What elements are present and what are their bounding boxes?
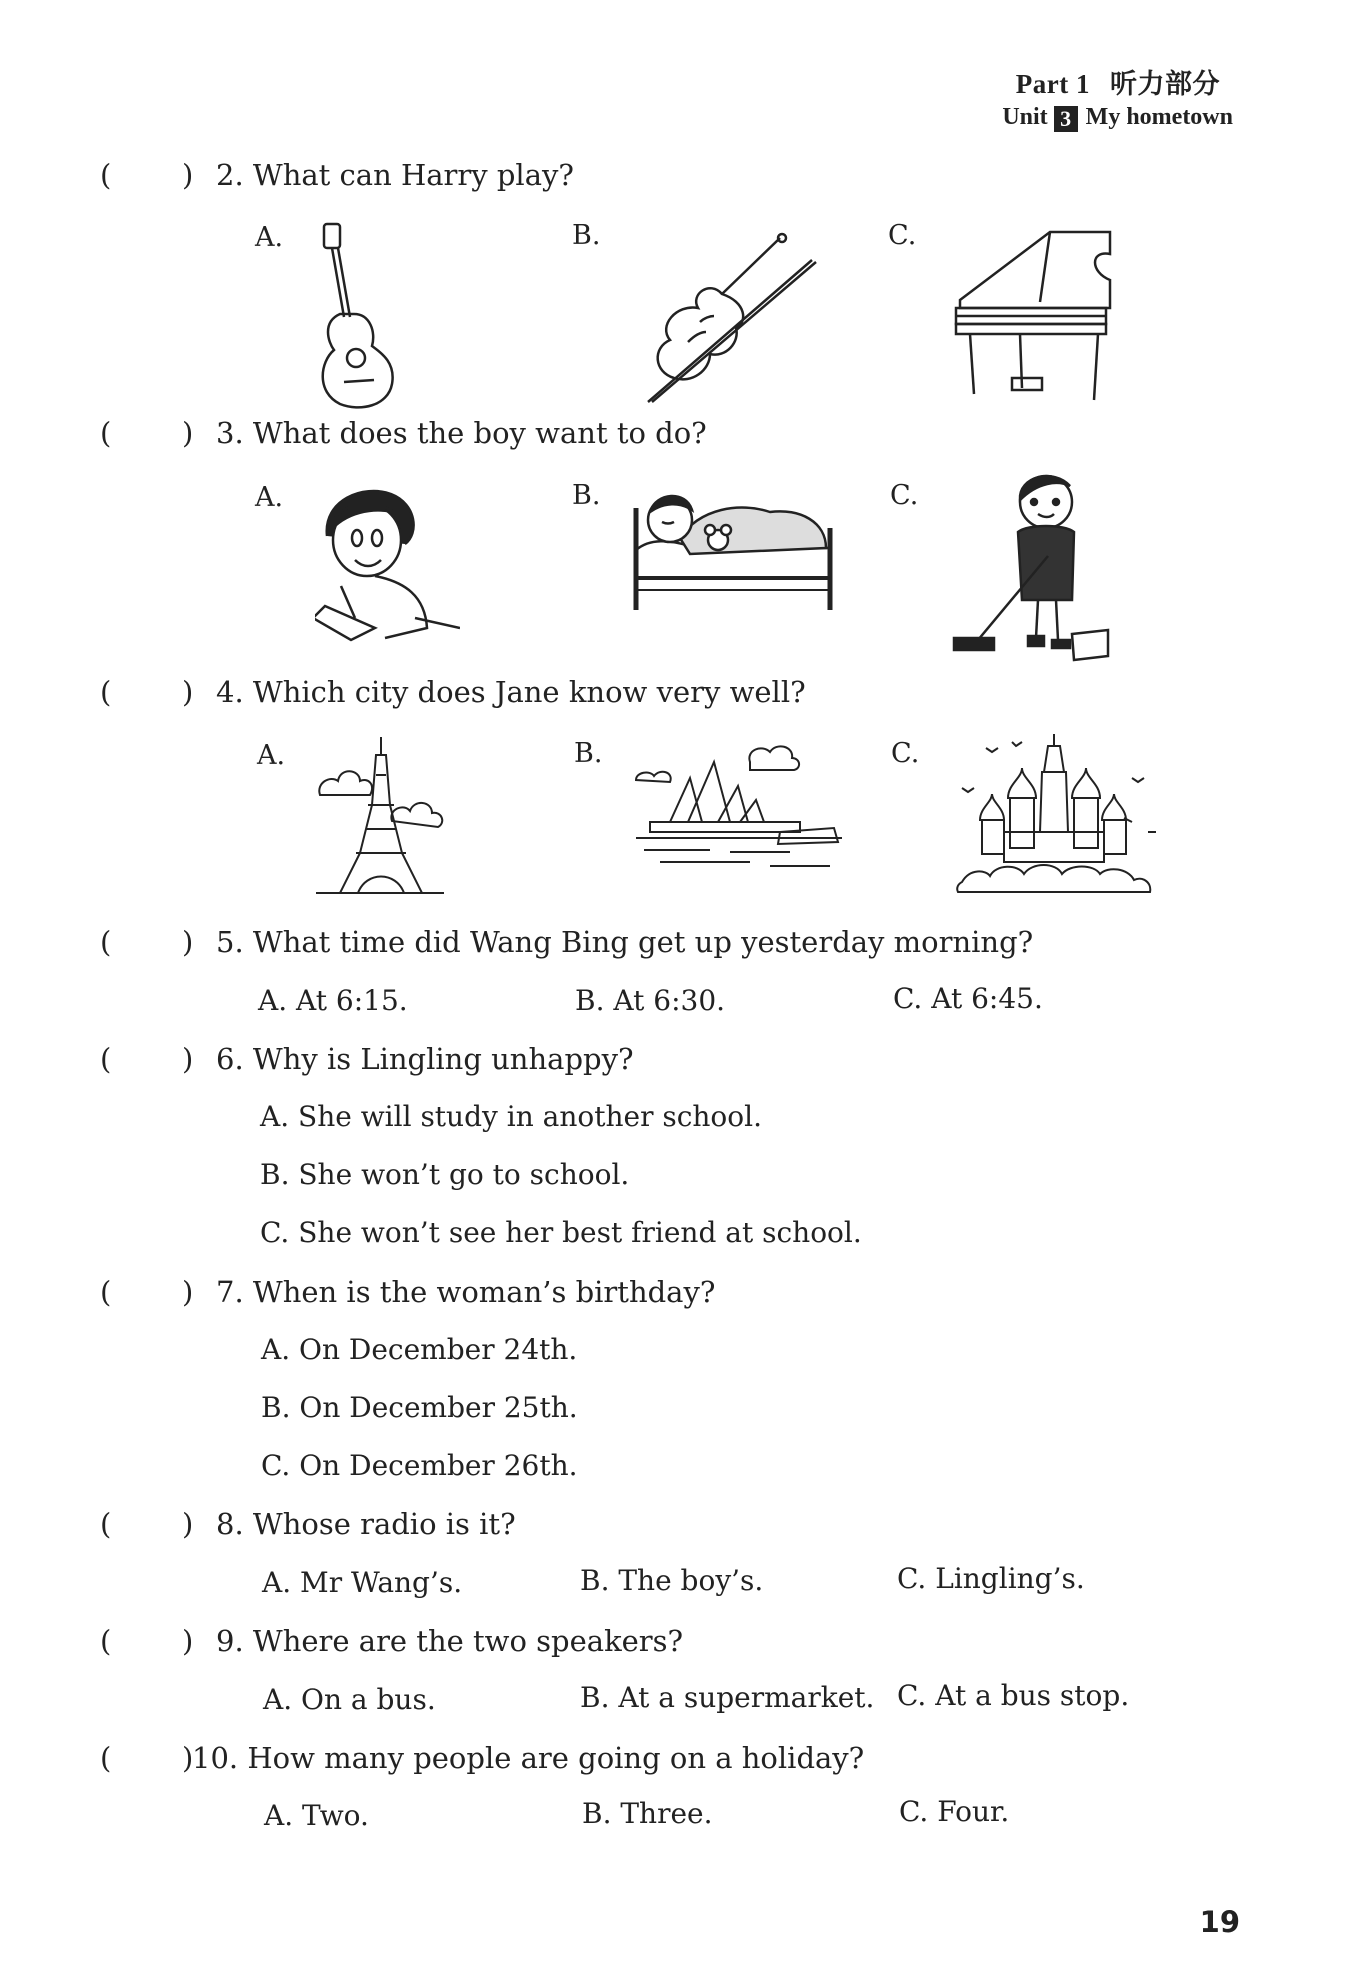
answer-paren-open: (	[100, 158, 112, 192]
boy-writing-icon	[315, 478, 460, 650]
option-b-label: B.	[572, 480, 601, 511]
option-b: B. Three.	[582, 1797, 713, 1830]
piano-icon	[950, 228, 1115, 408]
answer-paren-close: )	[182, 1275, 194, 1309]
option-c-label: C.	[890, 480, 919, 511]
page-number: 19	[1199, 1905, 1240, 1939]
option-a-label: A.	[255, 482, 284, 513]
option-a: A. She will study in another school.	[260, 1100, 763, 1133]
option-c: C. She won’t see her best friend at school.	[260, 1216, 862, 1249]
option-a: A. On a bus.	[263, 1683, 436, 1716]
option-a-label: A.	[255, 222, 284, 253]
option-a: A. At 6:15.	[258, 984, 408, 1017]
question-stem: 4. Which city does Jane know very well?	[216, 675, 806, 709]
answer-paren-close: )	[182, 1741, 194, 1775]
question-stem: 5. What time did Wang Bing get up yesterday morning?	[216, 925, 1034, 959]
answer-paren-open: (	[100, 1507, 112, 1541]
question-stem: 6. Why is Lingling unhappy?	[216, 1042, 634, 1076]
answer-paren-close: )	[182, 675, 194, 709]
question-stem: 3. What does the boy want to do?	[216, 416, 707, 450]
option-c: C. Lingling’s.	[897, 1562, 1085, 1595]
answer-paren-open: (	[100, 675, 112, 709]
option-b-label: B.	[572, 220, 601, 251]
answer-paren-close: )	[182, 416, 194, 450]
guitar-icon	[310, 222, 400, 412]
option-b: B. The boy’s.	[580, 1564, 764, 1597]
option-b: B. At a supermarket.	[580, 1681, 875, 1714]
part-chinese-title: 听力部分	[1110, 69, 1220, 100]
option-b: B. On December 25th.	[261, 1391, 578, 1424]
option-a-label: A.	[257, 740, 286, 771]
option-c: C. Four.	[899, 1795, 1010, 1828]
question-stem: 9. Where are the two speakers?	[216, 1624, 684, 1658]
answer-paren-open: (	[100, 1624, 112, 1658]
kremlin-cathedral-icon	[952, 732, 1157, 900]
option-c: C. At 6:45.	[893, 982, 1043, 1015]
answer-paren-open: (	[100, 416, 112, 450]
option-a: A. Two.	[264, 1799, 369, 1832]
option-c-label: C.	[891, 738, 920, 769]
answer-paren-open: (	[100, 1042, 112, 1076]
answer-paren-open: (	[100, 1275, 112, 1309]
option-a: A. Mr Wang’s.	[262, 1566, 463, 1599]
unit-number-badge: 3	[1054, 106, 1078, 132]
eiffel-tower-icon	[310, 735, 450, 897]
option-a: A. On December 24th.	[261, 1333, 578, 1366]
answer-paren-close: )	[182, 158, 194, 192]
answer-paren-close: )	[182, 1507, 194, 1541]
boy-sleeping-icon	[630, 478, 835, 613]
option-c: C. At a bus stop.	[897, 1679, 1130, 1712]
option-b-label: B.	[574, 738, 603, 769]
boy-mopping-icon	[948, 470, 1118, 662]
question-stem: 2. What can Harry play?	[216, 158, 574, 192]
question-stem: 10. How many people are going on a holiday?	[192, 1741, 865, 1775]
option-c: C. On December 26th.	[261, 1449, 578, 1482]
unit-heading	[1002, 104, 1233, 132]
answer-paren-close: )	[182, 925, 194, 959]
sydney-opera-house-icon	[630, 742, 845, 872]
answer-paren-close: )	[182, 1624, 194, 1658]
question-stem: 7. When is the woman’s birthday?	[216, 1275, 716, 1309]
violin-icon	[640, 232, 820, 407]
unit-word: Unit	[1002, 104, 1048, 130]
option-b: B. She won’t go to school.	[260, 1158, 630, 1191]
part-label: Part 1	[1015, 69, 1090, 99]
unit-title: My hometown	[1085, 104, 1233, 130]
answer-paren-open: (	[100, 1741, 112, 1775]
option-b: B. At 6:30.	[575, 984, 726, 1017]
option-c-label: C.	[888, 220, 917, 251]
answer-paren-open: (	[100, 925, 112, 959]
question-stem: 8. Whose radio is it?	[216, 1507, 516, 1541]
answer-paren-close: )	[182, 1042, 194, 1076]
part-heading	[1016, 62, 1220, 101]
